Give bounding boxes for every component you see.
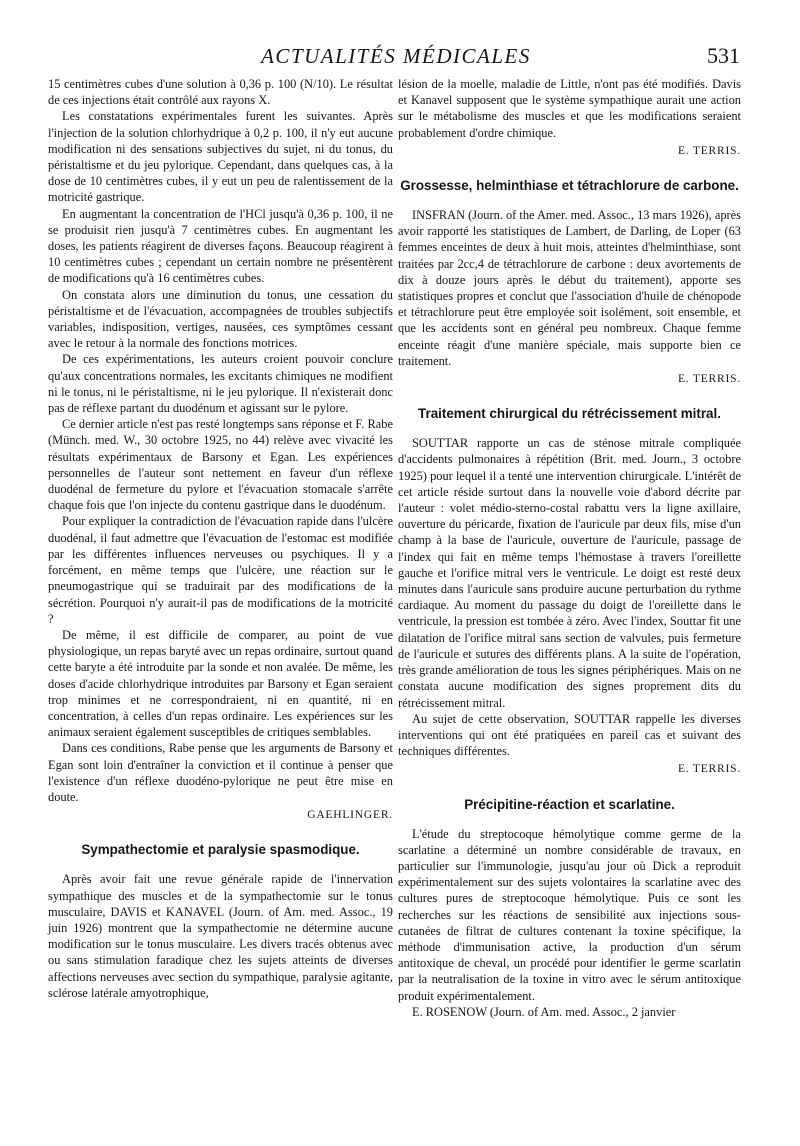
article-title: Sympathectomie et paralysie spasmodique. xyxy=(81,842,360,858)
paragraph: De même, il est difficile de comparer, au point de vue physiologique, un repas baryté avec un repas ordinaire, surtout quand cette baryte a été introduite par la sonde et non avalée. De même, les doses d'acide chlorhydrique introduites par Barsony et Egan seraient trop minimes et ne correspondraient, ni en quantité, ni en concentration, à celles d'un repas ordinaire. Les expériences sur les animaux seraient également susceptibles de critiques semblables. xyxy=(48,627,393,740)
paragraph: Les constatations expérimentales furent les suivantes. Après l'injection de la solution chlorhydrique à 0,2 p. 100, il n'y eut aucune modification ni des sensations subjectives du sujet, ni du tonus, du péristaltisme et du jeu pylorique. Cependant, dans quelques cas, à la dose de 10 centimètres cubes, il y eut un peu de ralentissement de la motricité gastrique. xyxy=(48,109,393,205)
paragraph: E. ROSENOW (Journ. of Am. med. Assoc., 2 janvier xyxy=(412,1004,676,1019)
author-signature: E. TERRIS. xyxy=(677,763,741,776)
article-title: Précipitine-réaction et scarlatine. xyxy=(464,796,675,812)
paragraph: Après avoir fait une revue générale rapide de l'innervation sympathique des muscles et de la sympathectomie sur le tonus musculaire, DAVIS et KANAVEL (Journ. of Am. med. Assoc., 19 juin 1926) montrent que la sympathectomie ne détermine aucune modification sur le tonus musculaire. Les divers tracés obtenus avec ou sans stimulation faradique chez les sujets atteints de diverses affections nerveuses avec section du sympathique, paralysie agitante, sclérose latérale amyotrophique, xyxy=(48,872,393,1000)
page-number: 531 xyxy=(707,43,740,68)
paragraph: L'étude du streptocoque hémolytique comme germe de la scarlatine a déterminé un nombre considérable de travaux, en particulier sur l'immunologie, jusqu'au jour où Dick a reproduit expérimentalement sur des sujets volontaires la scarlatine avec des cultures pures de streptocoque hémolytique. Puis ce sont les recherches sur les réactions de sensibilité aux injections sous-cutanées de filtrat de cultures contenant la toxine spécifique, la méthode d'immunisation active, la production d'un sérum antitoxique de cheval, un procédé pour identifier le germe scarlatin par la neutralisation de la toxine in vitro avec le sérum antitoxique produit expérimentalement. xyxy=(398,826,741,1003)
author-signature: GAEHLINGER. xyxy=(307,809,393,822)
paragraph: lésion de la moelle, maladie de Little, n'ont pas été modifiés. Davis et Kanavel supposent que le système sympathique aurait une action sur le métabolisme des muscles et que les modifications seraient probablement d'ordre chimique. xyxy=(398,77,741,140)
author-signature: E. TERRIS. xyxy=(677,144,741,157)
paragraph: Pour expliquer la contradiction de l'évacuation rapide dans l'ulcère duodénal, il faut admettre que l'évacuation de l'estomac est modifiée par les différentes influences nerveuses ou psychiques. Il y a forcément, en même temps que l'ulcère, une réaction sur le pneumogastrique qui se traduirait par des modifications de la sécrétion. Pourquoi n'y aurait-il pas de modifications de la motricité ? xyxy=(48,514,393,626)
left-column xyxy=(48,76,393,1001)
running-title: ACTUALITÉS MÉDICALES xyxy=(261,44,531,68)
paragraph: Au sujet de cette observation, SOUTTAR rappelle les diverses interventions qui ont été pratiquées en pareil cas et suivant des techniques différentes. xyxy=(398,711,741,759)
paragraph: 15 centimètres cubes d'une solution à 0,36 p. 100 (N/10). Le résultat de ces injections était contrôlé aux rayons X. xyxy=(48,77,393,108)
paragraph: On constata alors une diminution du tonus, une cessation du péristaltisme et de l'évacuation, accompagnées de troubles subjectifs variables, indisposition, vertiges, nausées, ces symptômes cessant avec le retour à la normale des fonctions motrices. xyxy=(48,287,393,351)
paragraph: SOUTTAR rapporte un cas de sténose mitrale compliquée d'accidents pulmonaires à répétition (Brit. med. Journ., 3 octobre 1925) pour lequel il a tenté une intervention chirurgicale. L'intérêt de cet article réside surtout dans la nouvelle voie d'abord décrite par l'auteur : volet médio-sterno-costal rabattu vers la ligne axillaire, ouverture du péricarde, fixation de l'auricule par deux fils, mise d'un champ à la base de l'auricule, ouverture de l'auricule, passage de l'index qui fait en même temps l'hémostase à travers l'oreillette gauche et l'orifice mitral vers le ventricule. Le doigt est resté deux minutes dans l'auricule sans produire aucune perturbation du rythme cardiaque. Au moment du passage du doigt de l'oreillette dans le ventricule, la pression est tombée à zéro. Avec l'index, Souttar fit une dilatation de l'orifice mitral sans section de valvules, puis fermeture de l'auricule et sutures des différents plans. A la suite de l'opération, très grande amélioration de tous les signes périphériques. Mais on ne constata aucune modification des signes proprement dits du rétrécissement mitral. xyxy=(398,436,741,710)
paragraph: En augmentant la concentration de l'HCl jusqu'à 0,36 p. 100, il ne se produisit rien jusqu'à 7 centimètres cubes. En augmentant les doses, les patients réagirent de diverses façons. Beaucoup réagirent à 10 centimètres cubes ; cependant un certain nombre ne présentèrent de modifications qu'à 16 centimètres cubes. xyxy=(48,206,393,286)
paragraph: Dans ces conditions, Rabe pense que les arguments de Barsony et Egan sont loin d'entraîner la conviction et il continue à penser que l'existence d'un réflexe duodéno-pylorique ne peut être mise en doute. xyxy=(48,741,393,804)
paragraph: De ces expérimentations, les auteurs croient pouvoir conclure qu'aux concentrations normales, les excitants chimiques ne modifient ni le tonus, ni le péristaltisme, ni le jeu pylorique. Il n'existerait donc pas de réflexe partant du duodénum et agissant sur le pylore. xyxy=(48,352,393,416)
paragraph: INSFRAN (Journ. of the Amer. med. Assoc., 13 mars 1926), après avoir rapporté les statistiques de Lambert, de Darling, de Loper (63 femmes enceintes de deux à huit mois, atteintes d'helminthiase, sont traitées par 2cc,4 de tétrachlorure de carbone : deux avortements de dix à douze jours après le début du traitement), apporte ses statistiques propres et conclut que l'association d'huile de chénopode et tétrachlorure peut être employée soit isolément, soit ensemble, et que les accidents sont en général peu nombreux. Chaque femme enceinte réagit d'une manière spéciale, mais supporte bien ce traitement. xyxy=(398,208,742,368)
article-title: Grossesse, helminthiase et tétrachlorure de carbone. xyxy=(400,178,739,194)
right-column xyxy=(398,76,741,1020)
author-signature: E. TERRIS. xyxy=(677,373,741,386)
paragraph: Ce dernier article n'est pas resté longtemps sans réponse et F. Rabe (Münch. med. W., 30 octobre 1925, no 44) relève avec vivacité les résultats expérimentaux de Barsony et Egan. Les expériences personnelles de l'auteur sont nettement en faveur d'un réflexe duodénal de fermeture du pylore et l'évacuation stomacale s'arrête chaque fois que l'on injecte du contenu gastrique dans le duodénum. xyxy=(48,417,393,513)
article-title: Traitement chirurgical du rétrécissement mitral. xyxy=(418,406,721,422)
page-header xyxy=(52,44,740,72)
